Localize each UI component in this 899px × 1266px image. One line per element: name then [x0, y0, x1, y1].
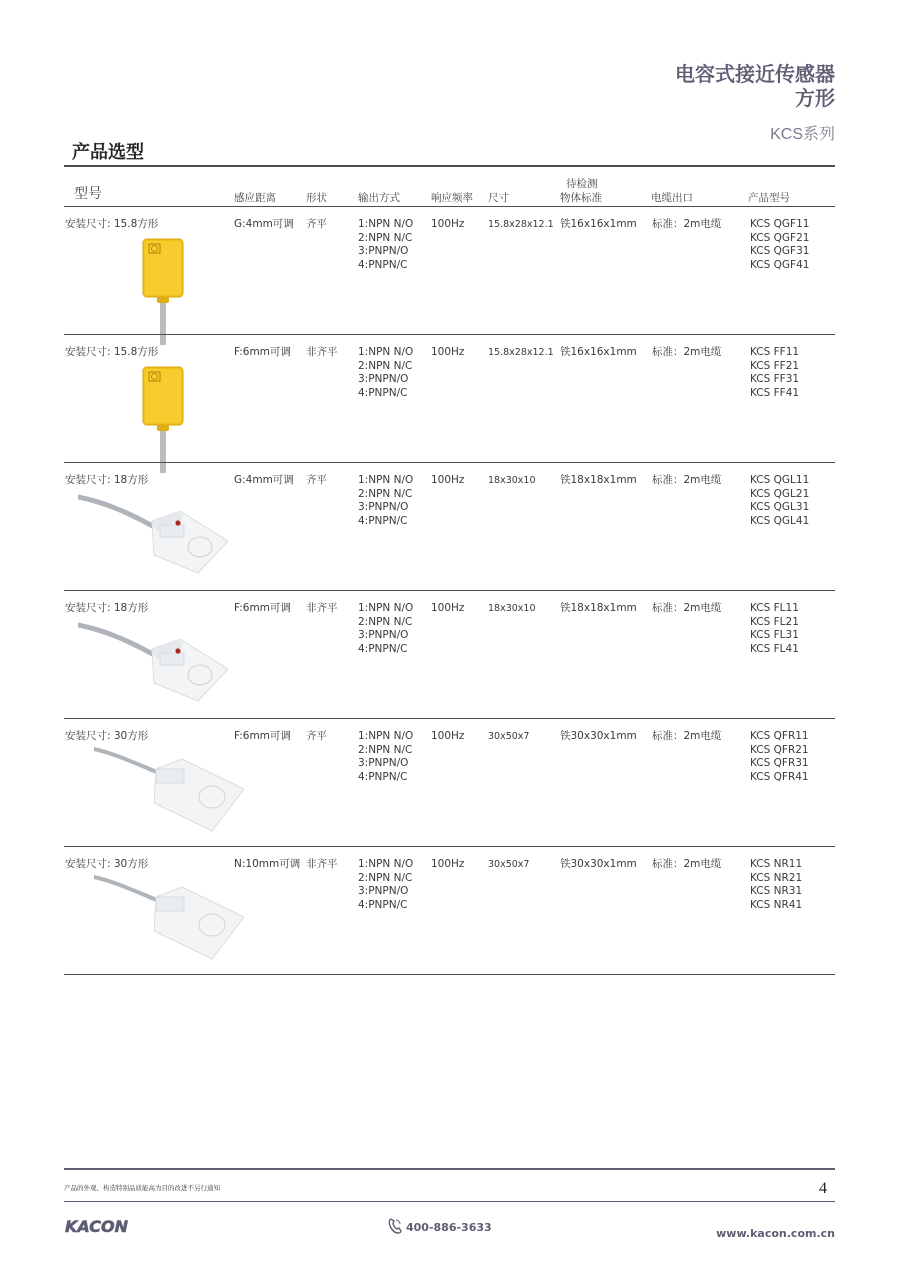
col-head-distance: 感应距离 — [234, 192, 276, 204]
output-mode: 1:NPN N/O — [358, 474, 414, 486]
target-standard: 铁18x18x1mm — [560, 474, 637, 486]
product-model: KCS QGF21 — [750, 231, 810, 244]
sensing-distance: N:10mm可调 — [234, 858, 301, 870]
document-title — [675, 62, 835, 110]
white-sensor-led-image — [78, 485, 228, 580]
footer-divider-top — [64, 1168, 835, 1170]
dimensions: 30x50x7 — [488, 859, 530, 870]
product-model: KCS QGL41 — [750, 514, 810, 527]
white-sensor-flat-image — [94, 869, 244, 964]
output-mode: 1:NPN N/O — [358, 730, 414, 742]
phone-icon — [388, 1218, 402, 1237]
col-head-size: 尺寸 — [488, 192, 509, 204]
product-models — [750, 602, 799, 656]
col-head-shape: 形状 — [306, 192, 327, 204]
product-models — [750, 218, 809, 272]
product-model: KCS QGF31 — [750, 245, 810, 257]
output-modes — [358, 602, 413, 656]
output-modes — [358, 346, 413, 400]
product-model: KCS QFR41 — [750, 770, 809, 783]
output-mode: 4:PNPN/C — [358, 642, 408, 655]
output-mode: 3:PNPN/O — [358, 373, 409, 385]
section-title: 产品选型 — [72, 142, 144, 163]
shape: 非齐平 — [306, 346, 338, 358]
row-divider — [64, 974, 835, 975]
output-mode: 3:PNPN/O — [358, 245, 409, 257]
product-model: KCS FL31 — [750, 629, 799, 641]
phone-contact — [388, 1218, 492, 1237]
output-mode: 3:PNPN/O — [358, 885, 409, 897]
output-mode: 2:NPN N/C — [358, 231, 413, 244]
shape: 齐平 — [306, 218, 327, 230]
product-model: KCS FF31 — [750, 373, 800, 385]
dimensions: 30x50x7 — [488, 731, 530, 742]
section-divider — [64, 165, 835, 167]
product-model: KCS FF11 — [750, 346, 800, 358]
product-model: KCS NR31 — [750, 885, 803, 897]
white-sensor-flat-image — [94, 741, 244, 836]
output-mode: 4:PNPN/C — [358, 770, 408, 783]
dimensions: 15.8x28x12.1 — [488, 219, 554, 230]
product-model: KCS FL21 — [750, 615, 799, 628]
shape: 齐平 — [306, 730, 327, 742]
product-model: KCS QFR31 — [750, 757, 809, 769]
cable-exit: 标准：2m电缆 — [652, 602, 722, 614]
col-head-cable: 电缆出口 — [651, 192, 693, 204]
product-model: KCS FL41 — [750, 642, 799, 655]
product-model: KCS QGL21 — [750, 487, 810, 500]
shape: 非齐平 — [306, 858, 338, 870]
footer-divider-bottom — [64, 1201, 835, 1202]
output-modes — [358, 858, 413, 912]
product-model: KCS FL11 — [750, 602, 799, 614]
shape: 非齐平 — [306, 602, 338, 614]
output-mode: 4:PNPN/C — [358, 258, 408, 271]
dimensions: 18x30x10 — [488, 603, 536, 614]
product-model: KCS FF41 — [750, 386, 800, 399]
logo-text: KACON — [65, 1217, 129, 1236]
output-mode: 2:NPN N/C — [358, 487, 413, 500]
sensing-distance: F:6mm可调 — [234, 730, 291, 742]
kacon-logo — [64, 1216, 136, 1240]
sensing-distance: G:4mm可调 — [234, 218, 294, 230]
response-frequency: 100Hz — [431, 346, 465, 358]
mount-size: 安装尺寸: 18方形 — [65, 474, 149, 486]
white-sensor-led-image — [78, 613, 228, 708]
mount-size: 安装尺寸: 18方形 — [65, 602, 149, 614]
output-modes — [358, 474, 413, 528]
output-mode: 1:NPN N/O — [358, 602, 414, 614]
product-model: KCS QGF11 — [750, 218, 810, 230]
output-mode: 3:PNPN/O — [358, 757, 409, 769]
output-modes — [358, 218, 413, 272]
dimensions: 18x30x10 — [488, 475, 536, 486]
product-model: KCS NR11 — [750, 858, 803, 870]
mount-size: 安装尺寸: 15.8方形 — [65, 346, 159, 358]
output-mode: 3:PNPN/O — [358, 629, 409, 641]
table-row — [64, 591, 835, 719]
target-standard: 铁30x30x1mm — [560, 858, 637, 870]
output-mode: 4:PNPN/C — [358, 386, 408, 399]
target-standard: 铁18x18x1mm — [560, 602, 637, 614]
page-number: 4 — [819, 1180, 827, 1197]
col-head-target-line2: 物体标准 — [560, 192, 602, 204]
target-standard: 铁30x30x1mm — [560, 730, 637, 742]
product-model: KCS QFR11 — [750, 730, 809, 742]
mount-size: 安装尺寸: 30方形 — [65, 858, 149, 870]
response-frequency: 100Hz — [431, 858, 465, 870]
col-head-target-line1: 待检测 — [566, 178, 598, 190]
output-mode: 3:PNPN/O — [358, 501, 409, 513]
phone-number: 400-886-3633 — [406, 1221, 492, 1234]
sensing-distance: F:6mm可调 — [234, 602, 291, 614]
product-models — [750, 730, 809, 784]
col-head-output: 输出方式 — [358, 192, 400, 204]
sensing-distance: F:6mm可调 — [234, 346, 291, 358]
table-row — [64, 847, 835, 975]
website-link[interactable]: www.kacon.com.cn — [716, 1227, 835, 1240]
output-modes — [358, 730, 413, 784]
target-standard: 铁16x16x1mm — [560, 346, 637, 358]
title-line-2: 方形 — [795, 86, 835, 110]
table-row — [64, 207, 835, 335]
yellow-sensor-image — [133, 231, 193, 346]
mount-size: 安装尺寸: 15.8方形 — [65, 218, 159, 230]
response-frequency: 100Hz — [431, 730, 465, 742]
sensing-distance: G:4mm可调 — [234, 474, 294, 486]
col-head-model: 型号 — [74, 186, 102, 202]
mount-size: 安装尺寸: 30方形 — [65, 730, 149, 742]
product-models — [750, 346, 799, 400]
output-mode: 1:NPN N/O — [358, 858, 414, 870]
cable-exit: 标准：2m电缆 — [652, 474, 722, 486]
product-models — [750, 858, 802, 912]
target-standard: 铁16x16x1mm — [560, 218, 637, 230]
product-model: KCS QGF41 — [750, 258, 810, 271]
output-mode: 2:NPN N/C — [358, 871, 413, 884]
shape: 齐平 — [306, 474, 327, 486]
table-row — [64, 463, 835, 591]
response-frequency: 100Hz — [431, 218, 465, 230]
output-mode: 2:NPN N/C — [358, 359, 413, 372]
title-line-1: 电容式接近传感器 — [675, 62, 835, 86]
product-model: KCS NR41 — [750, 898, 803, 911]
product-models — [750, 474, 809, 528]
output-mode: 1:NPN N/O — [358, 346, 414, 358]
cable-exit: 标准：2m电缆 — [652, 346, 722, 358]
cable-exit: 标准：2m电缆 — [652, 218, 722, 230]
product-model: KCS FF21 — [750, 359, 800, 372]
col-head-product: 产品型号 — [748, 192, 790, 204]
cable-exit: 标准：2m电缆 — [652, 730, 722, 742]
product-model: KCS NR21 — [750, 871, 803, 884]
response-frequency: 100Hz — [431, 474, 465, 486]
response-frequency: 100Hz — [431, 602, 465, 614]
table-row — [64, 335, 835, 463]
product-model: KCS QFR21 — [750, 743, 809, 756]
product-model: KCS QGL11 — [750, 474, 810, 486]
table-row — [64, 719, 835, 847]
output-mode: 2:NPN N/C — [358, 743, 413, 756]
cable-exit: 标准：2m电缆 — [652, 858, 722, 870]
output-mode: 4:PNPN/C — [358, 898, 408, 911]
dimensions: 15.8x28x12.1 — [488, 347, 554, 358]
product-model: KCS QGL31 — [750, 501, 810, 513]
series-label: KCS系列 — [770, 126, 835, 143]
footer-note: 产品的外观、构造特别品质能高为目的改进不另行通知 — [64, 1184, 220, 1192]
output-mode: 2:NPN N/C — [358, 615, 413, 628]
output-mode: 1:NPN N/O — [358, 218, 414, 230]
col-head-frequency: 响应频率 — [431, 192, 473, 204]
output-mode: 4:PNPN/C — [358, 514, 408, 527]
yellow-sensor-image — [133, 359, 193, 474]
